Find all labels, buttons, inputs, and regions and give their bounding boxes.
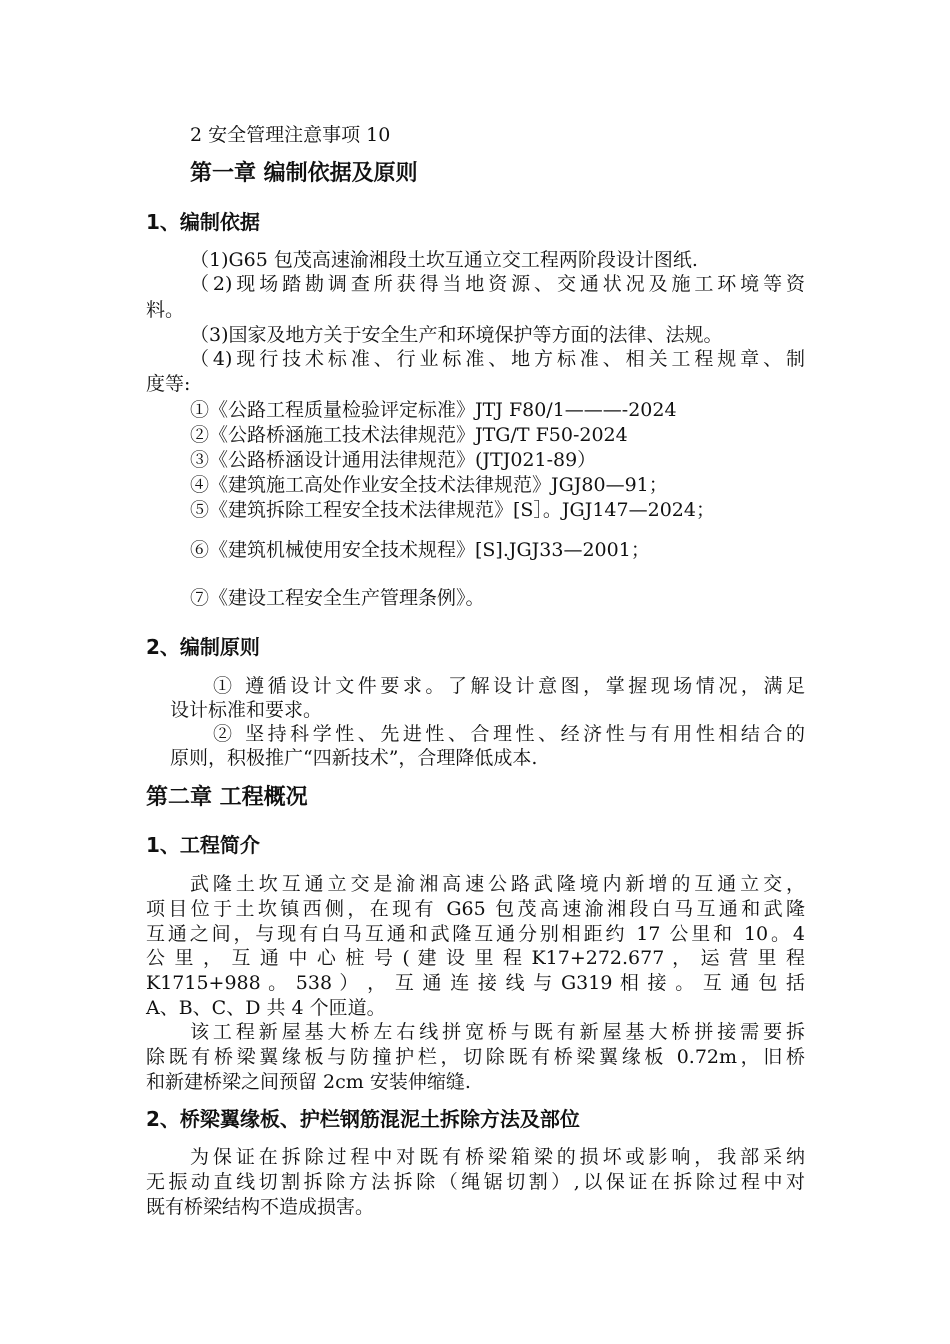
overview-line: K1715+988 。 538 ） ， 互 通 连 接 线 与 G319 相 接 。 互 通 包 括 [146,972,805,994]
overview-line: 除既有桥梁翼缘板与防撞护栏，切除既有桥梁翼缘板 0.72m，旧桥 [146,1046,805,1068]
overview-line: 和新建桥梁之间预留 2cm 安装伸缩缝. [146,1071,471,1093]
chapter-2-title: 第二章 工程概况 [146,785,308,810]
standard-item: ⑦《建设工程安全生产管理条例》。 [190,587,485,609]
basis-item: （4)现行技术标准、行业标准、地方标准、相关工程规章、制 [190,348,805,370]
section-heading: 1、工程简介 [146,833,260,857]
section-heading: 2、桥梁翼缘板、护栏钢筋混泥土拆除方法及部位 [146,1107,580,1131]
overview-line: 该工程新屋基大桥左右线拼宽桥与既有新屋基大桥拼接需要拆 [190,1021,805,1043]
overview-line: A、B、C、D 共 4 个匝道。 [146,997,386,1019]
chapter-1-title: 第一章 编制依据及原则 [190,161,418,186]
method-line: 既有桥梁结构不造成损害。 [146,1196,375,1218]
section-heading: 1、编制依据 [146,210,260,234]
basis-item: 料。 [146,299,185,321]
basis-item: （2)现场踏勘调查所获得当地资源、交通状况及施工环境等资 [190,273,805,295]
principle-line: ② 坚持科学性、先进性、合理性、经济性与有用性相结合的 [213,723,805,745]
overview-line: 武隆土坎互通立交是渝湘高速公路武隆境内新增的互通立交， [190,873,805,895]
standard-item: ⑥《建筑机械使用安全技术规程》[S].JGJ33—2001； [190,539,650,561]
overview-line: 公 里 ， 互 通 中 心 桩 号 ( 建 设 里 程 K17+272.677 ， 运 营 里 程 [146,947,805,969]
standard-item: ③《公路桥涵设计通用法律规范》(JTJ021-89） [190,449,597,471]
principle-line: ① 遵循设计文件要求。了解设计意图，掌握现场情况，满足 [213,675,805,697]
standard-item: ⑤《建筑拆除工程安全技术法律规范》[S］。JGJ147—2024； [190,499,715,521]
basis-item: 度等: [146,373,191,395]
overview-line: 项目位于土坎镇西侧，在现有 G65 包茂高速渝湘段白马互通和武隆 [146,898,805,920]
section-heading: 2、编制原则 [146,635,260,659]
basis-item: （3)国家及地方关于安全生产和环境保护等方面的法律、法规。 [190,324,723,346]
principle-line: 原则，积极推广“四新技术”，合理降低成本. [170,747,538,769]
toc-line: 2 安全管理注意事项 10 [190,124,391,146]
principle-line: 设计标准和要求。 [170,699,323,721]
overview-line: 互通之间，与现有白马互通和武隆互通分别相距约 17 公里和 10。4 [146,923,805,945]
standard-item: ①《公路工程质量检验评定标准》JTJ F80/1———-2024 [190,399,677,421]
method-line: 无振动直线切割拆除方法拆除（绳锯切割）,以保证在拆除过程中对 [146,1171,805,1193]
basis-item: （1)G65 包茂高速渝湘段土坎互通立交工程两阶段设计图纸. [190,249,698,271]
standard-item: ②《公路桥涵施工技术法律规范》JTG/T F50-2024 [190,424,628,446]
method-line: 为保证在拆除过程中对既有桥梁箱梁的损坏或影响，我部采纳 [190,1146,805,1168]
standard-item: ④《建筑施工高处作业安全技术法律规范》JGJ80—91； [190,474,668,496]
